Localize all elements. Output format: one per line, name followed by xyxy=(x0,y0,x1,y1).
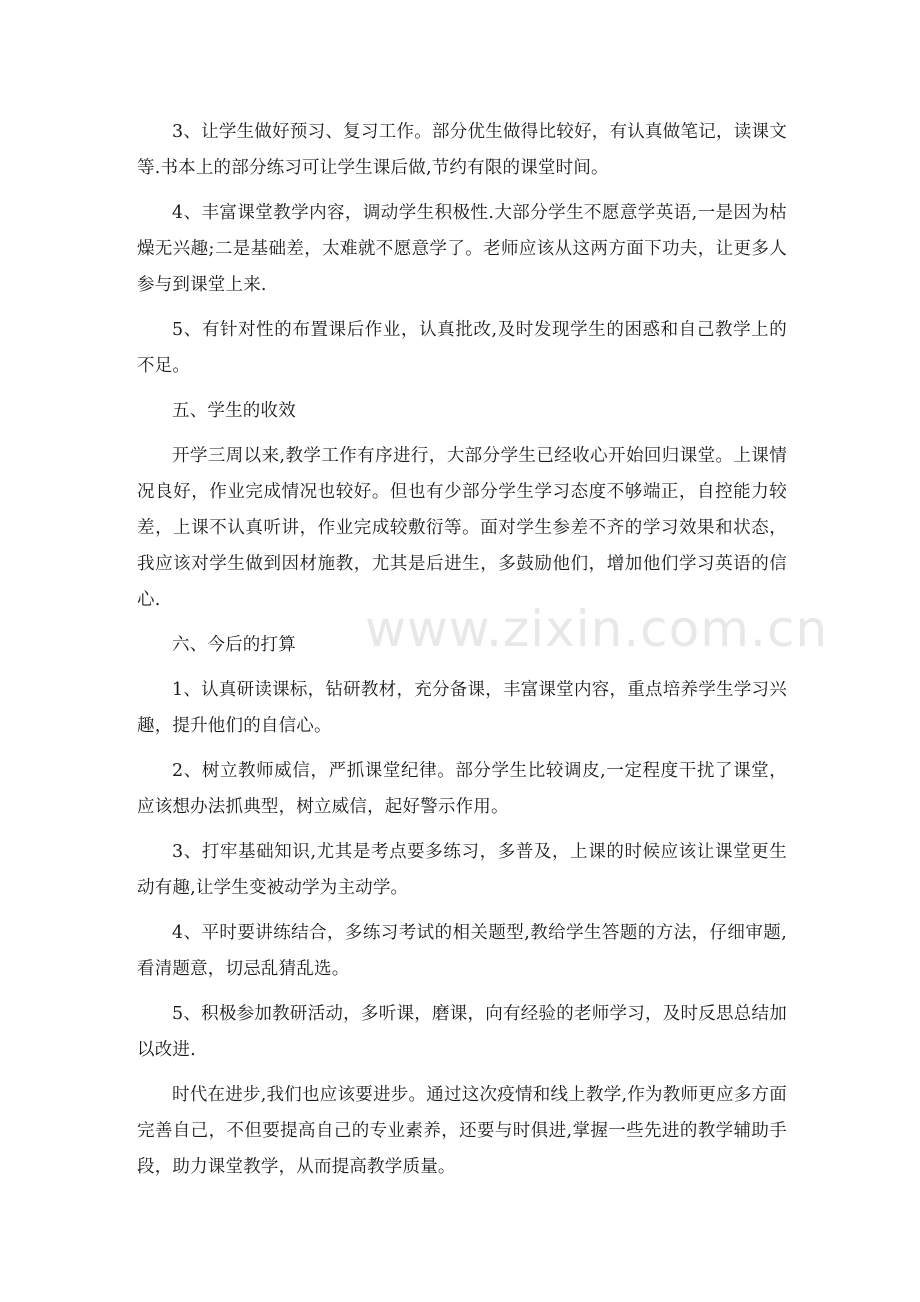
paragraph-enrich-content: 4、丰富课堂教学内容，调动学生积极性.大部分学生不愿意学英语,一是因为枯燥无兴趣;二是基础差，太难就不愿意学了。老师应该从这两方面下功夫，让更多人参与到课堂上来. xyxy=(137,203,787,295)
section-heading-plans: 六、今后的打算 xyxy=(172,635,296,655)
paragraph-plan-4: 4、平时要讲练结合，多练习考试的相关题型,教给学生答题的方法，仔细审题,看清题意，切忌乱猜乱选。 xyxy=(137,923,787,979)
document-body xyxy=(137,114,787,1194)
paragraph-prep-review: 3、让学生做好预习、复习工作。部分优生做得比较好，有认真做笔记，读课文等.书本上的部分练习可让学生课后做,节约有限的课堂时间。 xyxy=(137,122,787,178)
section-heading-results: 五、学生的收效 xyxy=(172,401,296,421)
paragraph-conclusion: 时代在进步,我们也应该要进步。通过这次疫情和线上教学,作为教师更应多方面完善自己，不但要提高自己的专业素养，还要与时俱进,掌握一些先进的教学辅助手段，助力课堂教学，从而提高教学质量。 xyxy=(137,1085,787,1177)
paragraph-plan-1: 1、认真研读课标，钻研教材，充分备课，丰富课堂内容，重点培养学生学习兴趣，提升他们的自信心。 xyxy=(137,680,787,736)
paragraph-plan-2: 2、树立教师威信，严抓课堂纪律。部分学生比较调皮,一定程度干扰了课堂，应该想办法抓典型，树立威信，起好警示作用。 xyxy=(137,761,787,817)
paragraph-homework: 5、有针对性的布置课后作业，认真批改,及时发现学生的困惑和自己教学上的不足。 xyxy=(137,320,787,376)
watermark: www.zixin.com.cn xyxy=(365,600,829,658)
paragraph-results: 开学三周以来,教学工作有序进行，大部分学生已经收心开始回归课堂。上课情况良好，作业完成情况也较好。但也有少部分学生学习态度不够端正，自控能力较差，上课不认真听讲，作业完成较敷衍等。面对学生参差不齐的学习效果和状态，我应该对学生做到因材施教，尤其是后进生，多鼓励他们，增加他们学习英语的信心. xyxy=(137,446,787,610)
paragraph-plan-5: 5、积极参加教研活动，多听课，磨课，向有经验的老师学习，及时反思总结加以改进. xyxy=(137,1004,787,1060)
paragraph-plan-3: 3、打牢基础知识,尤其是考点要多练习，多普及，上课的时候应该让课堂更生动有趣,让学生变被动学为主动学。 xyxy=(137,842,787,898)
